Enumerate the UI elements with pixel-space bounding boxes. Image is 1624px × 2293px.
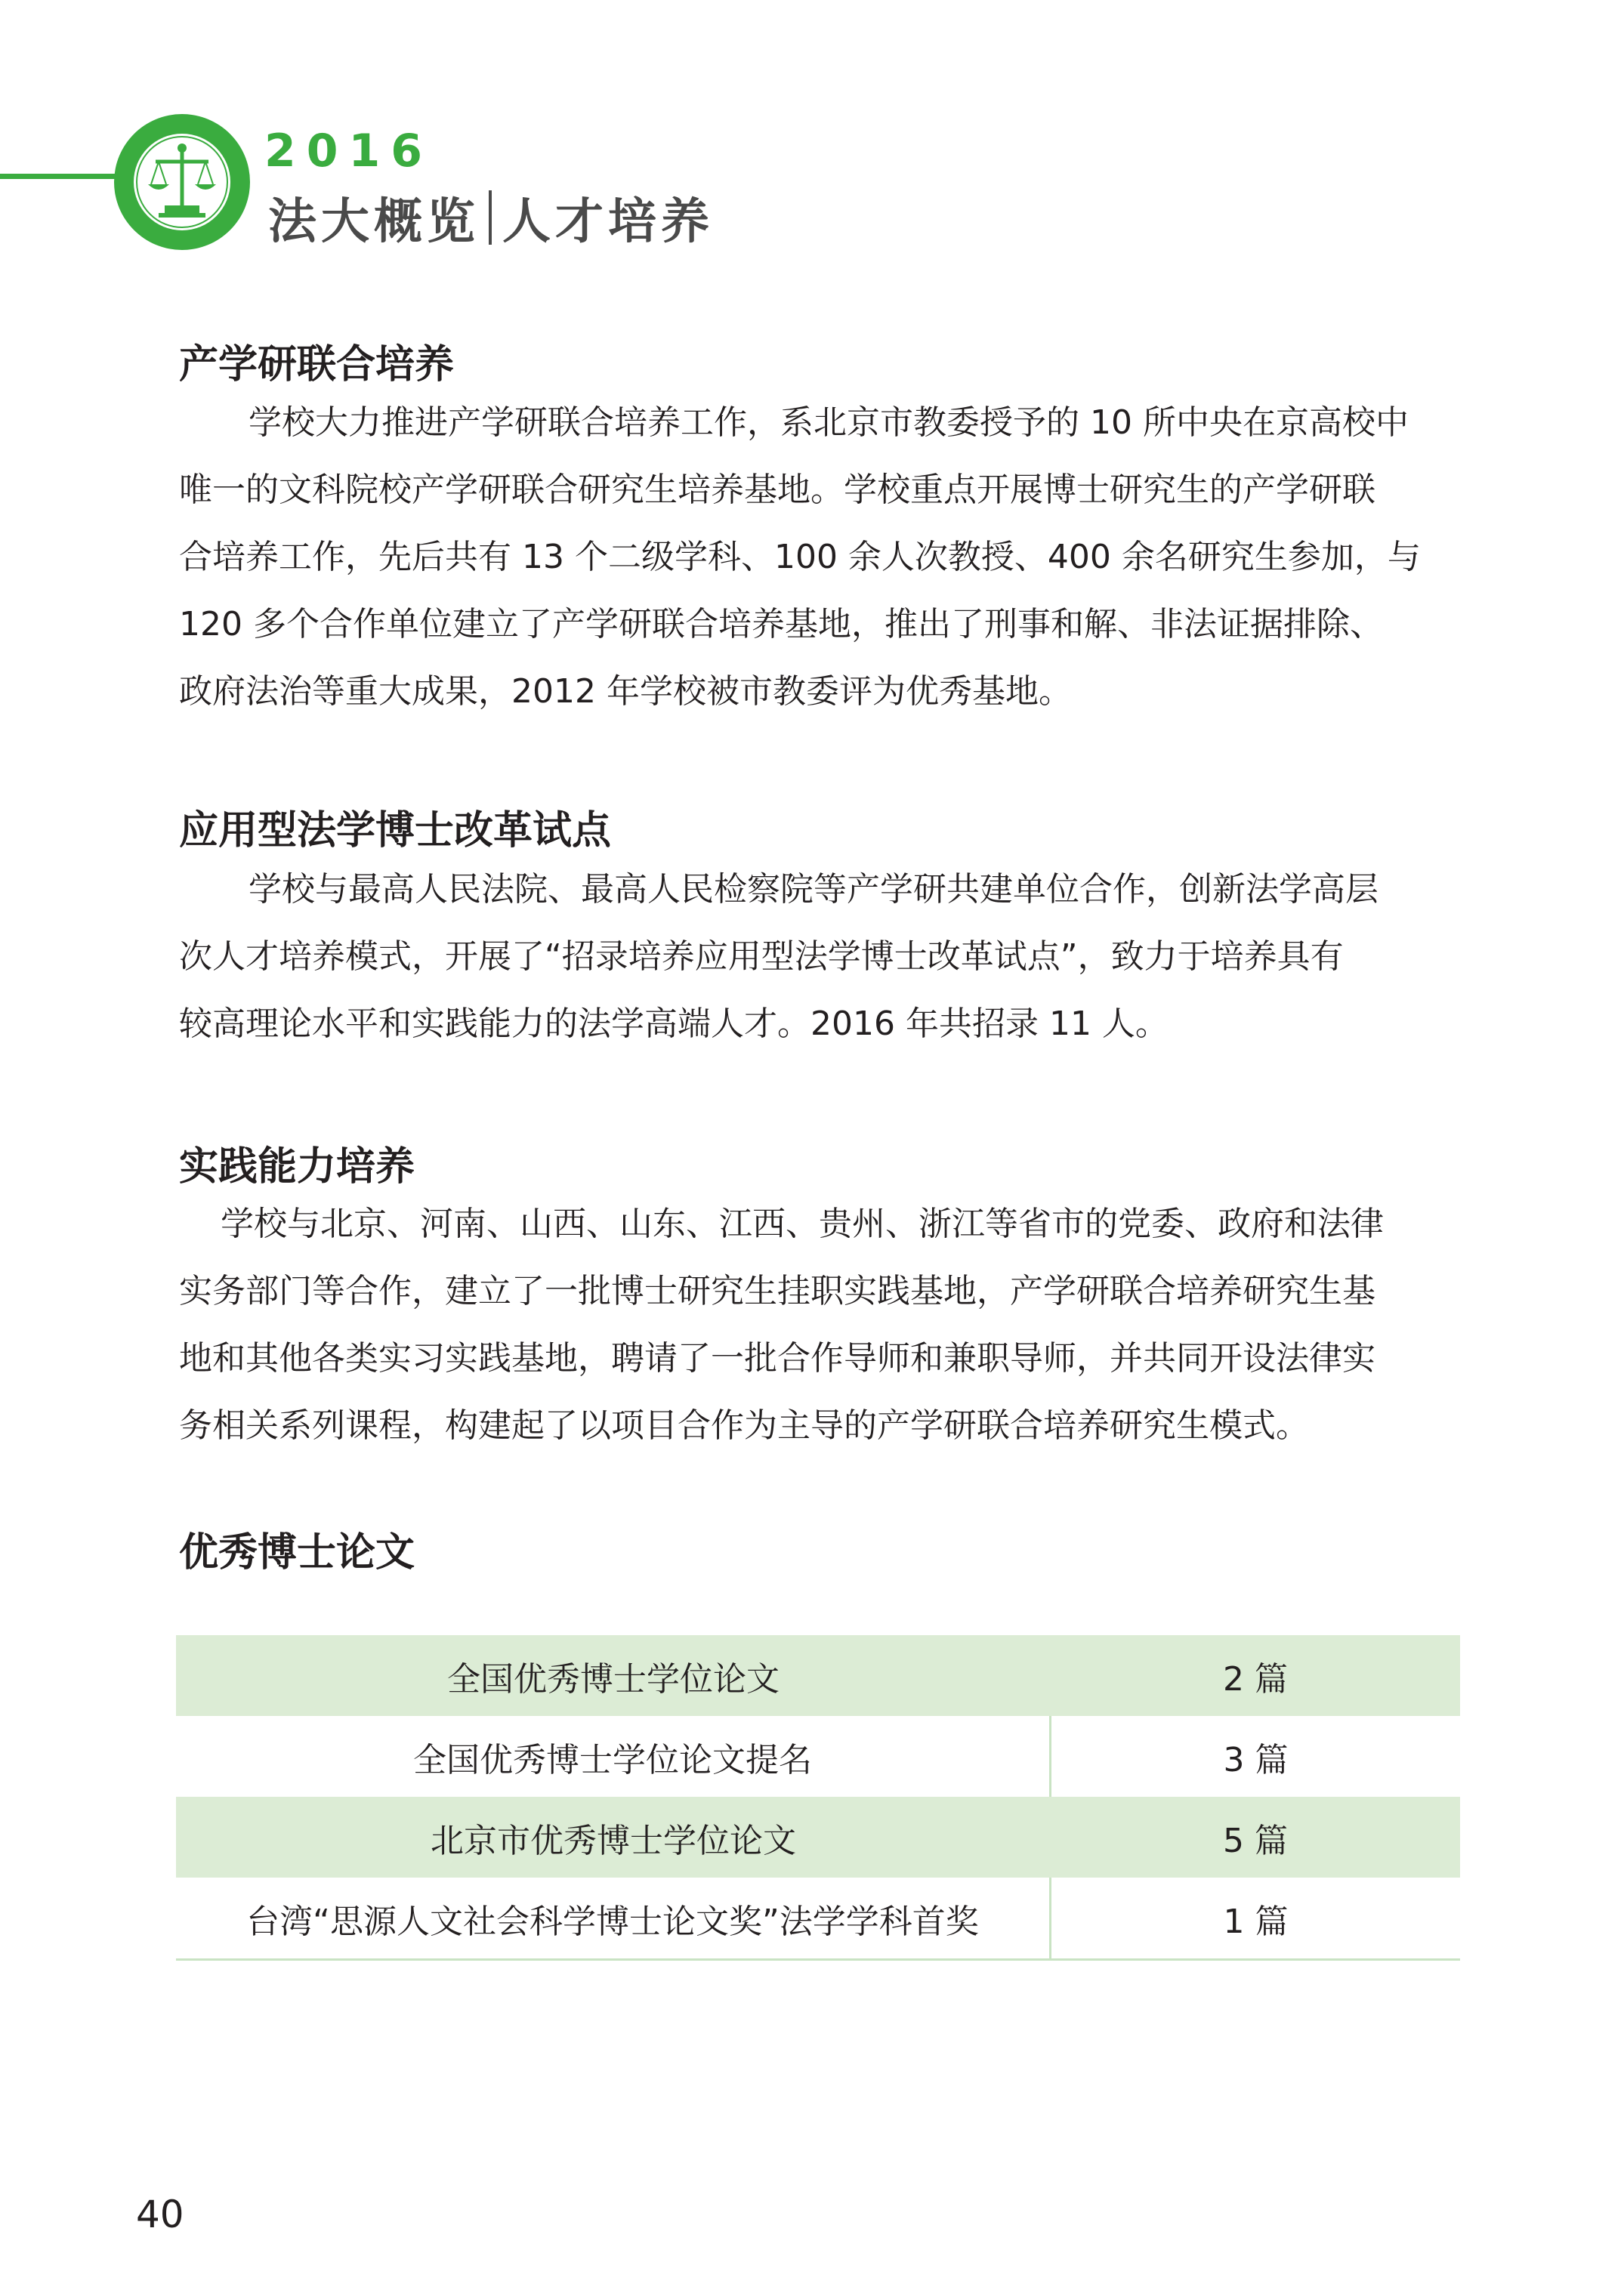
university-seal-logo <box>112 112 252 252</box>
awards-table <box>176 1635 1460 1961</box>
section-heading: 产学研联合培养 <box>179 341 455 387</box>
paragraph-line: 学校与最高人民法院、最高人民检察院等产学研共建单位合作，创新法学高层 <box>249 870 1379 909</box>
header-rule <box>0 174 121 179</box>
section-paragraph <box>179 389 1463 725</box>
award-name: 北京市优秀博士学位论文 <box>431 1821 796 1860</box>
table-row <box>176 1635 1460 1716</box>
header-separator <box>489 190 492 245</box>
paragraph-line: 合培养工作，先后共有 13 个二级学科、100 余人次教授、400 余名研究生参加，与 <box>179 538 1421 576</box>
section-heading: 优秀博士论文 <box>179 1529 415 1575</box>
award-count: 1 篇 <box>1223 1902 1289 1941</box>
header-title: 法大概览 <box>268 193 480 250</box>
award-count: 3 篇 <box>1223 1740 1289 1779</box>
section-heading: 实践能力培养 <box>179 1143 415 1190</box>
section-paragraph <box>179 856 1463 1057</box>
paragraph-line: 政府法治等重大成果，2012 年学校被市教委评为优秀基地。 <box>179 672 1072 711</box>
table-row <box>176 1716 1460 1797</box>
paragraph-line: 唯一的文科院校产学研联合研究生培养基地。学校重点开展博士研究生的产学研联 <box>179 471 1375 509</box>
award-name: 全国优秀博士学位论文 <box>447 1659 780 1699</box>
header-subtitle: 人才培养 <box>502 193 714 250</box>
section-paragraph <box>179 1190 1463 1459</box>
paragraph-line: 120 多个合作单位建立了产学研联合培养基地，推出了刑事和解、非法证据排除、 <box>179 605 1383 643</box>
award-name: 台湾“思源人文社会科学博士论文奖”法学学科首奖 <box>176 1878 1051 1958</box>
paragraph-line: 地和其他各类实习实践基地，聘请了一批合作导师和兼职导师，并共同开设法律实 <box>179 1339 1375 1378</box>
award-name: 全国优秀博士学位论文提名 <box>176 1716 1051 1797</box>
paragraph-line: 次人才培养模式，开展了“招录培养应用型法学博士改革试点”，致力于培养具有 <box>179 937 1344 976</box>
paragraph-line: 务相关系列课程，构建起了以项目合作为主导的产学研联合培养研究生模式。 <box>179 1406 1309 1445</box>
table-row <box>176 1878 1460 1958</box>
paragraph-line: 学校大力推进产学研联合培养工作，系北京市教委授予的 10 所中央在京高校中 <box>249 403 1409 442</box>
header-title-block <box>268 183 714 252</box>
seal-icon <box>112 112 252 252</box>
page-number: 40 <box>136 2193 184 2236</box>
award-count: 2 篇 <box>1223 1659 1288 1699</box>
paragraph-line: 较高理论水平和实践能力的法学高端人才。2016 年共招录 11 人。 <box>179 1005 1169 1043</box>
section-heading: 应用型法学博士改革试点 <box>179 807 612 853</box>
award-count: 5 篇 <box>1223 1821 1288 1860</box>
paragraph-line: 实务部门等合作，建立了一批博士研究生挂职实践基地，产学研联合培养研究生基 <box>179 1272 1375 1310</box>
header-year: 2016 <box>264 125 433 177</box>
paragraph-line: 学校与北京、河南、山西、山东、江西、贵州、浙江等省市的党委、政府和法律 <box>221 1205 1384 1243</box>
table-row <box>176 1797 1460 1878</box>
